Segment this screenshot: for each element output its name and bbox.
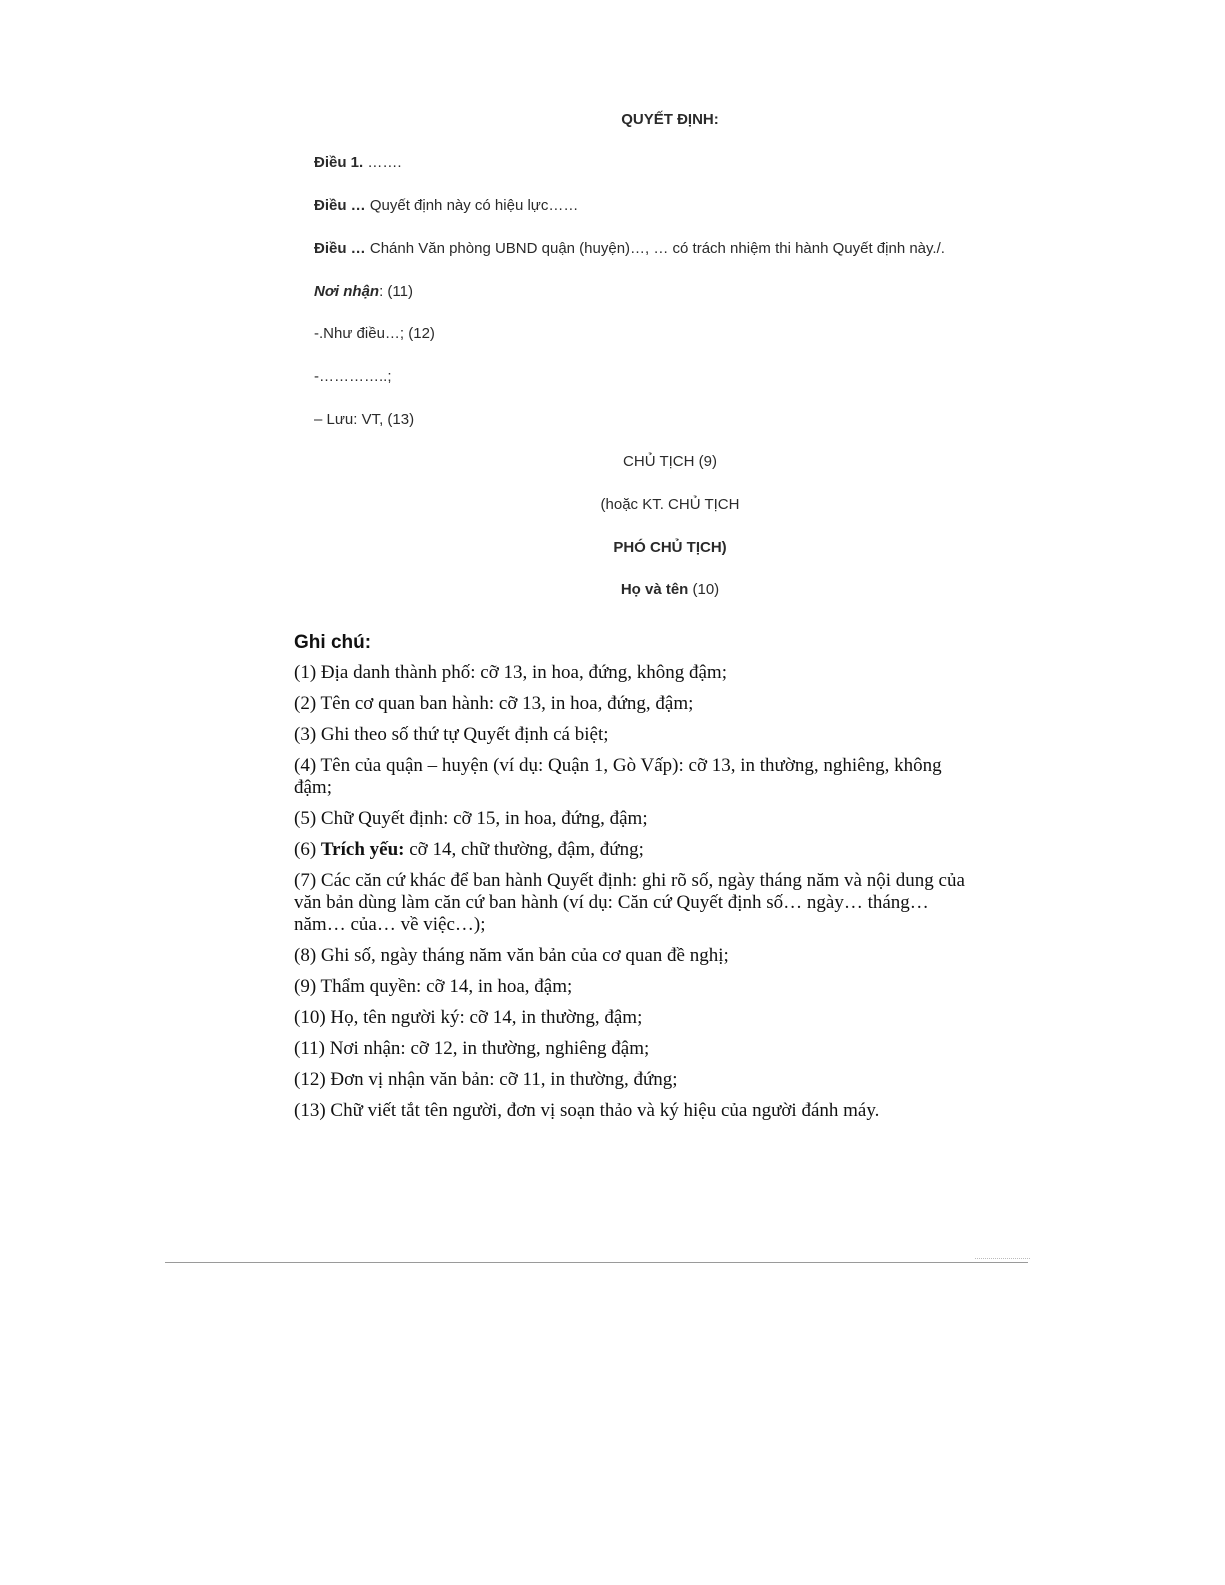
note-item-6 — [294, 839, 966, 861]
note-6-rest: cỡ 14, chữ thường, đậm, đứng; — [404, 839, 644, 860]
recipient-item-2: -…………..; — [314, 368, 392, 385]
signature-name-suffix: (10) — [688, 581, 720, 598]
article-1-label: Điều 1. — [314, 154, 364, 171]
note-6-prefix: (6) — [294, 839, 321, 860]
note-6-bold: Trích yếu: — [320, 839, 405, 860]
notes-title: Ghi chú: — [294, 632, 372, 653]
page-footer-rule — [165, 1262, 1028, 1263]
recipients-label-suffix: : (11) — [379, 283, 413, 300]
recipients-label: Nơi nhận — [314, 283, 380, 300]
notes-list — [294, 662, 966, 1131]
article-1 — [314, 154, 402, 171]
note-item: (10) Họ, tên người ký: cỡ 14, in thường, đậm; — [294, 1007, 643, 1028]
signature-title: CHỦ TỊCH (9) — [623, 453, 717, 470]
note-item: (3) Ghi theo số thứ tự Quyết định cá biệt; — [294, 724, 609, 745]
note-item: (11) Nơi nhận: cỡ 12, in thường, nghiêng đậm; — [294, 1038, 650, 1059]
signature-name-label: Họ và tên — [620, 581, 689, 598]
note-item: (8) Ghi số, ngày tháng năm văn bản của cơ quan đề nghị; — [294, 945, 729, 966]
article-effect — [314, 197, 578, 214]
article-exec-text: Chánh Văn phòng UBND quận (huyện)…, … có trách nhiệm thi hành Quyết định này./. — [365, 240, 945, 257]
recipient-item-1: -.Như điều…; (12) — [314, 325, 435, 342]
page-footer-mark — [975, 1258, 1030, 1262]
article-effect-label: Điều … — [314, 197, 366, 214]
note-item: (13) Chữ viết tắt tên người, đơn vị soạn thảo và ký hiệu của người đánh máy. — [294, 1100, 880, 1121]
note-item: (7) Các căn cứ khác để ban hành Quyết định: ghi rõ số, ngày tháng năm và nội dung của văn bản dùng làm căn cứ ban hành (ví dụ: Căn cứ Quyết định số… ngày… tháng… năm… của… về việc…); — [294, 870, 965, 935]
signature-alt: (hoặc KT. CHỦ TỊCH — [600, 496, 740, 513]
signature-name — [565, 581, 775, 598]
note-item: (4) Tên của quận – huyện (ví dụ: Quận 1, Gò Vấp): cỡ 13, in thường, nghiêng, không đậm; — [294, 755, 942, 798]
note-item: (2) Tên cơ quan ban hành: cỡ 13, in hoa, đứng, đậm; — [294, 693, 694, 714]
signature-vice: PHÓ CHỦ TỊCH) — [613, 539, 727, 556]
note-item: (1) Địa danh thành phố: cỡ 13, in hoa, đứng, không đậm; — [294, 662, 727, 683]
recipient-item-3: – Lưu: VT, (13) — [314, 411, 415, 428]
note-item: (12) Đơn vị nhận văn bản: cỡ 11, in thường, đứng; — [294, 1069, 678, 1090]
note-item: (9) Thẩm quyền: cỡ 14, in hoa, đậm; — [294, 976, 573, 997]
article-exec — [314, 240, 945, 257]
article-effect-text: Quyết định này có hiệu lực…… — [365, 197, 579, 214]
note-item: (5) Chữ Quyết định: cỡ 15, in hoa, đứng, đậm; — [294, 808, 648, 829]
decision-heading: QUYẾT ĐỊNH: — [621, 111, 719, 128]
article-exec-label: Điều … — [314, 240, 366, 257]
article-1-text: ……. — [363, 154, 402, 171]
recipients-label-line — [314, 283, 413, 300]
